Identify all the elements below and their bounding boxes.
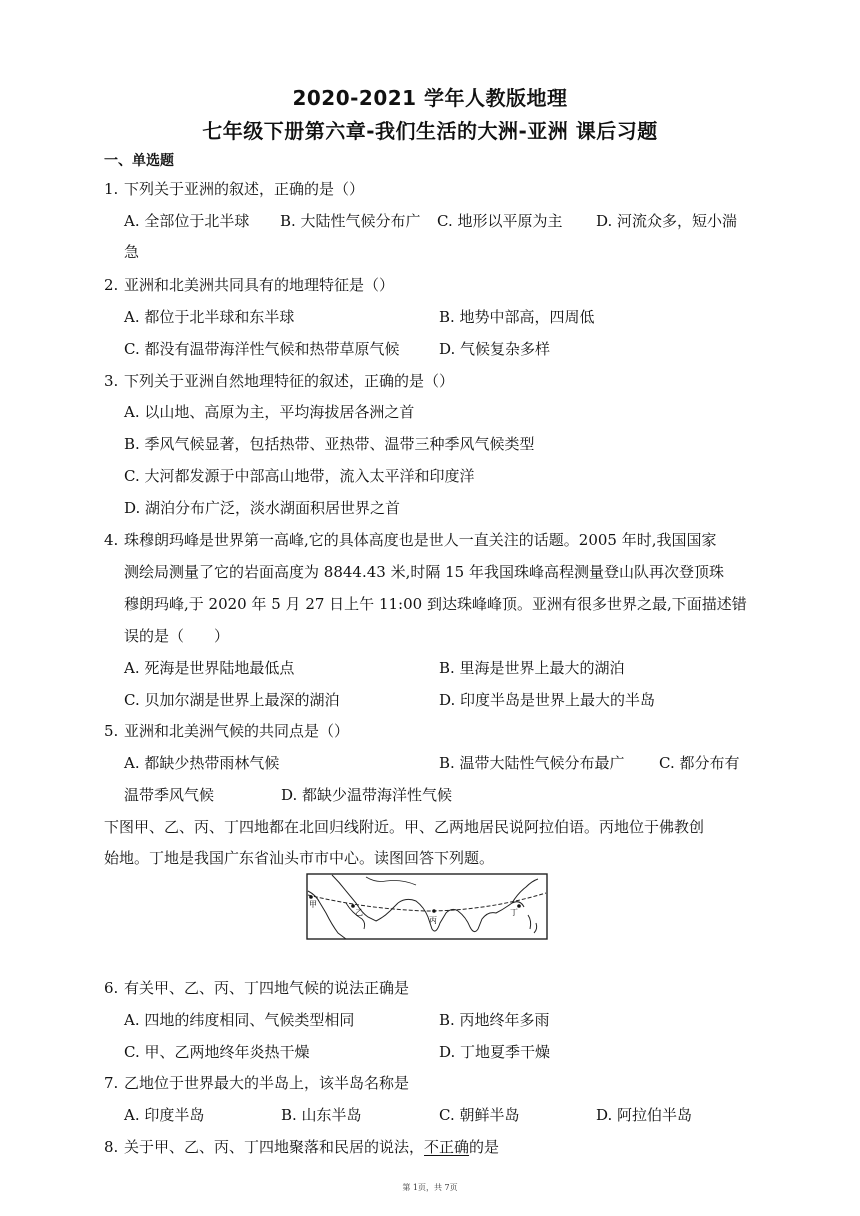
q7-option-d: D. 阿拉伯半岛 — [596, 1106, 693, 1124]
question-6-text: 有关甲、乙、丙、丁四地气候的说法正确是 — [124, 979, 410, 997]
q6-option-c: C. 甲、乙两地终年炎热干燥 — [124, 1043, 310, 1061]
q5-option-a: A. 都缺少热带雨林气候 — [124, 754, 280, 772]
question-6-stem — [104, 978, 409, 998]
q2-option-d: D. 气候复杂多样 — [439, 340, 551, 358]
q5-option-d: D. 都缺少温带海洋性气候 — [281, 786, 453, 804]
question-1-text: 下列关于亚洲的叙述，正确的是（） — [124, 180, 365, 198]
page-footer: 第 1页，共 7页 — [402, 1183, 458, 1192]
q3-option-a: A. 以山地、高原为主，平均海拔居各洲之首 — [124, 403, 415, 421]
point-jia — [309, 895, 313, 899]
question-8-underlined: 不正确 — [424, 1138, 470, 1156]
question-1-number: 1. — [104, 180, 119, 198]
question-7-stem — [104, 1073, 409, 1093]
q7-option-a: A. 印度半岛 — [124, 1106, 205, 1124]
q1-option-d: D. 河流众多，短小湍 — [596, 212, 738, 230]
question-5-number: 5. — [104, 722, 119, 740]
question-8-text: 关于甲、乙、丙、丁四地聚落和民居的说法， — [124, 1138, 425, 1156]
label-yi: 乙 — [355, 908, 363, 917]
label-ding: 丁 — [510, 908, 518, 917]
question-8-number: 8. — [104, 1138, 119, 1156]
q4-option-c: C. 贝加尔湖是世界上最深的湖泊 — [124, 691, 340, 709]
q6-option-b: B. 丙地终年多雨 — [439, 1011, 550, 1029]
label-jia: 甲 — [309, 900, 317, 909]
q2-option-a: A. 都位于北半球和东半球 — [124, 308, 295, 326]
question-7-number: 7. — [104, 1074, 119, 1092]
q1-option-b: B. 大陆性气候分布广 — [280, 212, 421, 230]
q4-option-a: A. 死海是世界陆地最低点 — [124, 659, 295, 677]
question-3-number: 3. — [104, 372, 119, 390]
q5-option-c: C. 都分布有 — [659, 754, 740, 772]
question-5-text: 亚洲和北美洲气候的共同点是（） — [124, 722, 350, 740]
q2-option-c: C. 都没有温带海洋性气候和热带草原气候 — [124, 340, 400, 358]
question-2-text: 亚洲和北美洲共同具有的地理特征是（） — [124, 276, 395, 294]
passage-line1: 下图甲、乙、丙、丁四地都在北回归线附近。甲、乙两地居民说阿拉伯语。丙地位于佛教创 — [104, 818, 705, 836]
q4-option-d: D. 印度半岛是世界上最大的半岛 — [439, 691, 656, 709]
point-bing — [432, 909, 436, 913]
question-3-stem — [104, 371, 454, 391]
q1-option-d-continued: 急 — [124, 243, 140, 261]
q1-option-a: A. 全部位于北半球 — [124, 212, 250, 230]
q1-option-c: C. 地形以平原为主 — [437, 212, 563, 230]
passage-line2: 始地。丁地是我国广东省汕头市市中心。读图回答下列题。 — [104, 849, 495, 867]
question-4-stem — [104, 530, 716, 550]
question-5-stem — [104, 721, 349, 741]
question-8-text-end: 的是 — [469, 1138, 500, 1156]
q5-option-b: B. 温带大陆性气候分布最广 — [439, 754, 625, 772]
question-4-text-line2: 测绘局测量了它的岩面高度为 8844.43 米,时隔 15 年我国珠峰高程测量登山队再次登顶珠 — [124, 563, 724, 581]
question-3-text: 下列关于亚洲自然地理特征的叙述，正确的是（） — [124, 372, 455, 390]
q3-option-c: C. 大河都发源于中部高山地带，流入太平洋和印度洋 — [124, 467, 475, 485]
tropic-map-figure — [306, 873, 548, 940]
question-4-text-line3: 穆朗玛峰,于 2020 年 5 月 27 日上午 11:00 到达珠峰峰顶。亚洲有很多世界之最,下面描述错 — [124, 595, 747, 613]
section-heading: 一、单选题 — [104, 153, 174, 169]
q4-option-b: B. 里海是世界上最大的湖泊 — [439, 659, 625, 677]
q7-option-c: C. 朝鲜半岛 — [439, 1106, 520, 1124]
question-8-stem — [104, 1137, 499, 1157]
page-title-line2: 七年级下册第六章-我们生活的大洲-亚洲 课后习题 — [202, 119, 658, 143]
question-4-number: 4. — [104, 531, 119, 549]
q7-option-b: B. 山东半岛 — [281, 1106, 362, 1124]
map-frame — [307, 874, 547, 939]
q5-option-c-continued: 温带季风气候 — [124, 786, 215, 804]
question-2-stem — [104, 275, 394, 295]
q3-option-d: D. 湖泊分布广泛，淡水湖面积居世界之首 — [124, 499, 401, 517]
question-4-text-line1: 珠穆朗玛峰是世界第一高峰,它的具体高度也是世人一直关注的话题。2005 年时,我国国家 — [124, 531, 717, 549]
label-bing: 丙 — [429, 916, 437, 925]
question-7-text: 乙地位于世界最大的半岛上，该半岛名称是 — [124, 1074, 410, 1092]
q6-option-d: D. 丁地夏季干燥 — [439, 1043, 551, 1061]
question-4-text-line4: 误的是（ ） — [124, 627, 230, 645]
q6-option-a: A. 四地的纬度相同、气候类型相同 — [124, 1011, 355, 1029]
question-2-number: 2. — [104, 276, 119, 294]
question-1-stem — [104, 179, 364, 199]
question-6-number: 6. — [104, 979, 119, 997]
q2-option-b: B. 地势中部高，四周低 — [439, 308, 595, 326]
page-title-line1: 2020-2021 学年人教版地理 — [292, 86, 568, 110]
q3-option-b: B. 季风气候显著，包括热带、亚热带、温带三种季风气候类型 — [124, 435, 535, 453]
